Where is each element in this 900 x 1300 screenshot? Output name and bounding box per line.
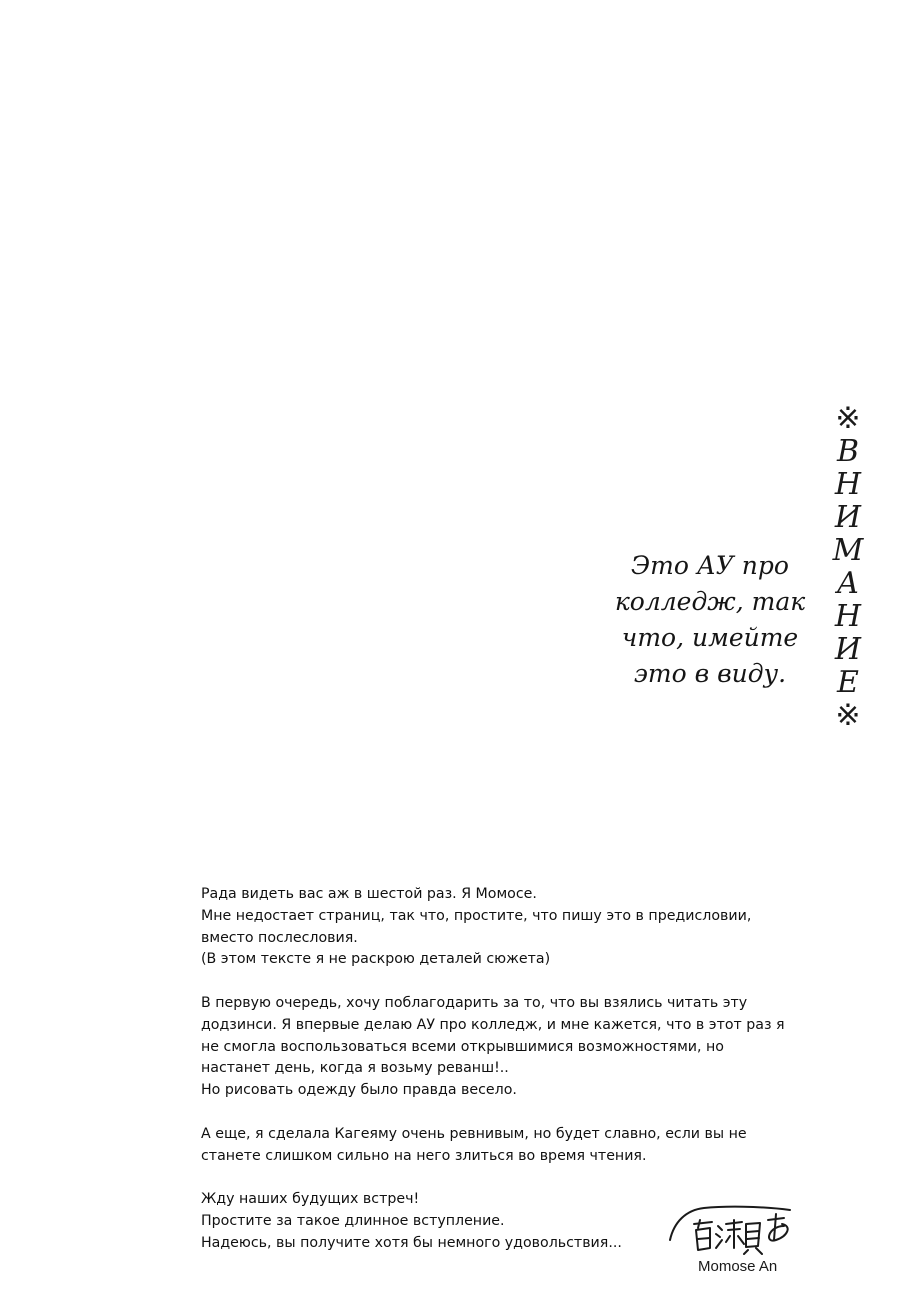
text-line: Но рисовать одежду было правда весело.	[201, 1082, 517, 1099]
notice-letter: Н	[834, 599, 862, 634]
text-line: вместо послесловия.	[201, 929, 358, 946]
author-name: Momose An	[698, 1258, 778, 1275]
text-line: не смогла воспользоваться всеми открывшимися возможностями, но	[201, 1038, 724, 1055]
reference-mark-bottom: ※	[835, 698, 861, 733]
text-line: станете слишком сильно на него злиться во время чтения.	[201, 1147, 647, 1164]
paragraph-kageyama	[201, 1124, 811, 1168]
au-note-line: Это АУ про	[631, 551, 789, 580]
notice-letter: М	[832, 533, 864, 568]
au-note-line: это в виду.	[633, 659, 787, 688]
paragraph-thanks	[201, 993, 811, 1102]
text-line: (В этом тексте я не раскрою деталей сюжета)	[201, 951, 551, 968]
text-line: настанет день, когда я возьму реванш!..	[201, 1060, 509, 1077]
vertical-attention-heading	[826, 402, 870, 732]
text-line: додзинси. Я впервые делаю АУ про колледж, и мне кажется, что в этот раз я	[201, 1016, 785, 1033]
text-line: Жду наших будущих встреч!	[201, 1191, 420, 1208]
au-note	[600, 548, 820, 692]
paragraph-greeting	[201, 884, 811, 971]
author-signature	[660, 1200, 810, 1280]
text-line: Простите за такое длинное вступление.	[201, 1212, 505, 1229]
au-note-line: что, имейте	[621, 623, 799, 652]
text-line: В первую очередь, хочу поблагодарить за то, что вы взялись читать эту	[201, 994, 748, 1011]
text-line: Рада видеть вас аж в шестой раз. Я Момосе.	[201, 886, 537, 902]
text-line: Надеюсь, вы получите хотя бы немного удовольствия...	[201, 1234, 622, 1251]
notice-letter: И	[834, 500, 862, 535]
notice-letter: Н	[834, 467, 862, 502]
notice-letter: А	[836, 566, 860, 601]
notice-letter: Е	[837, 665, 859, 700]
handwritten-signature-image	[664, 1200, 804, 1256]
text-line: А еще, я сделала Кагеяму очень ревнивым, но будет славно, если вы не	[201, 1125, 747, 1142]
notice-letter: И	[834, 632, 862, 667]
au-note-line: колледж, так	[614, 587, 806, 616]
notice-letter: В	[836, 434, 860, 469]
reference-mark-top: ※	[835, 401, 861, 436]
text-line: Мне недостает страниц, так что, простите, что пишу это в предисловии,	[201, 907, 752, 924]
